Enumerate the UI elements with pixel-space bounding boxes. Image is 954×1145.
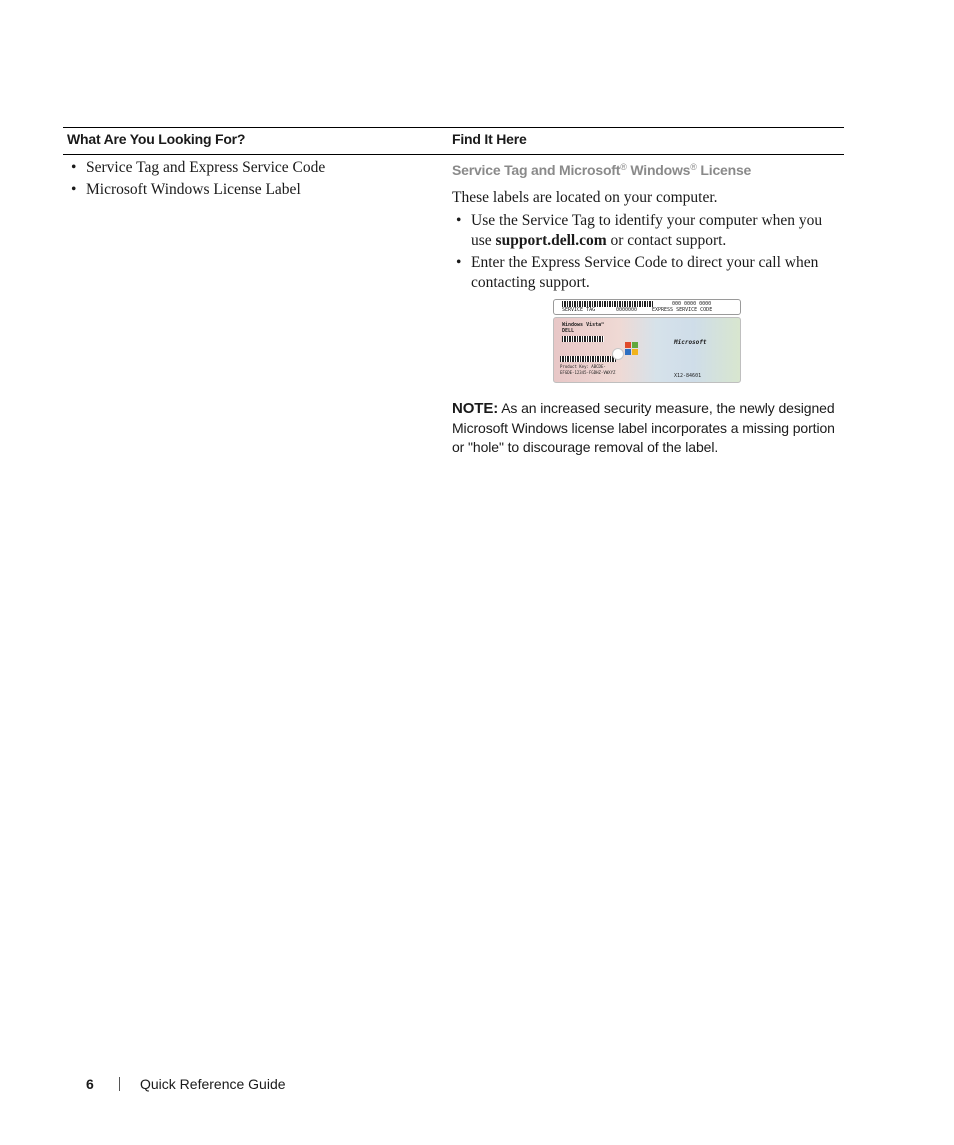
footer-title: Quick Reference Guide [140,1076,286,1092]
instruction-list [452,211,844,293]
looking-for-list [71,157,325,201]
windows-flag-icon [625,342,639,356]
table-header-rule [63,154,844,155]
column-header-looking-for: What Are You Looking For? [67,131,246,147]
section-heading: Service Tag and Microsoft® Windows® License [452,162,752,178]
column-header-find-it-here: Find It Here [452,131,527,147]
page-number: 6 [86,1076,94,1092]
list-item: • Service Tag and Express Service Code [71,157,325,179]
security-note: NOTE: As an increased security measure, the newly designed Microsoft Windows license label incorporates a missing portion or "hole" to discourage removal of the label. [452,400,835,455]
page-footer [86,1076,286,1092]
list-item: • Enter the Express Service Code to direct your call when contacting support. [452,253,844,293]
table-top-rule [63,127,844,128]
intro-text: These labels are located on your computer. [452,189,718,206]
support-link[interactable]: support.dell.com [495,232,607,249]
windows-license-label: Windows Vista™ DELL Product Key: ABCDE-EFGDE-12345-FGDHZ-VWXYZ Microsoft X12-84601 [553,317,741,383]
footer-divider [119,1077,120,1091]
find-it-here-cell [452,157,844,458]
label-hole [612,348,624,360]
service-tag-label: SERVICE TAG 0000000 000 0000 0000 EXPRESS SERVICE CODE [553,299,741,315]
labels-illustration [553,299,741,387]
list-item: • Microsoft Windows License Label [71,179,325,201]
list-item: • Use the Service Tag to identify your computer when you use support.dell.com or contact support. [452,211,844,251]
